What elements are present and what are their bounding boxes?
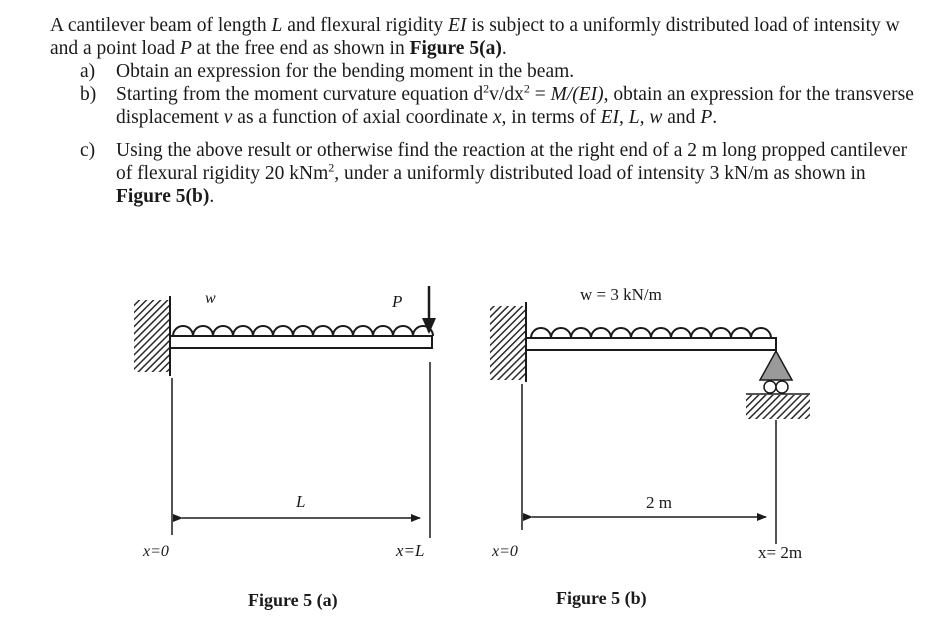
- question-b-text: , in terms of: [501, 107, 601, 128]
- caption-figure-a: Figure 5 (a): [248, 590, 338, 610]
- beam-a: [170, 336, 432, 348]
- distributed-load-a: [173, 326, 433, 336]
- intro-text: .: [501, 38, 507, 59]
- intro-text: A cantilever beam of length: [50, 15, 272, 36]
- roller-right: [776, 381, 788, 393]
- question-b-text: and: [662, 107, 701, 128]
- ground-hatch-b: [746, 395, 810, 419]
- question-c-figure-ref: Figure 5(b): [116, 186, 210, 207]
- question-b-text: v/dx: [489, 84, 524, 105]
- pin-support-b: [760, 351, 792, 380]
- figure-a: [134, 286, 436, 611]
- intro-symbol-p: P: [179, 38, 192, 59]
- question-a-label: a): [80, 61, 96, 82]
- intro-symbol-l: L: [271, 15, 283, 36]
- question-c-text: , under a uniformly distributed load of intensity 3 kN/m as shown in: [334, 163, 866, 184]
- question-b-text: , obtain an expression for the transverse displacement: [116, 84, 914, 128]
- superscript: 2: [328, 160, 335, 175]
- question-b-text: .: [712, 107, 718, 128]
- question-b-text: =: [529, 84, 551, 105]
- figure-b: [490, 285, 810, 609]
- roller-left: [764, 381, 776, 393]
- question-b-math: v: [223, 107, 233, 128]
- question-c-label: c): [80, 140, 96, 161]
- load-label-b: w = 3 kN/m: [580, 285, 662, 304]
- question-b-math: P: [700, 107, 713, 128]
- question-a-text: Obtain an expression for the bending moment in the beam.: [116, 61, 575, 82]
- caption-figure-b: Figure 5 (b): [556, 588, 647, 608]
- superscript: 2: [523, 81, 530, 96]
- question-b-math: EI, L, w: [600, 107, 663, 128]
- intro-text: is subject to a uniformly distributed load of intensity w and a point load: [50, 15, 900, 59]
- superscript: 2: [483, 81, 490, 96]
- intro-symbol-ei: EI: [448, 15, 467, 36]
- x-end-label-b: x= 2m: [758, 543, 803, 562]
- length-label-2m: 2 m: [646, 493, 672, 512]
- load-label-p: P: [392, 292, 403, 311]
- fixed-support-b: [490, 306, 526, 380]
- intro-text: and flexural rigidity: [282, 15, 449, 36]
- question-b-math: M/(EI): [550, 84, 604, 105]
- load-label-w: w: [205, 290, 216, 307]
- question-b-label: b): [80, 84, 97, 105]
- beam-b: [526, 338, 776, 350]
- x-start-label-b: x=0: [492, 543, 518, 560]
- question-b-text: Starting from the moment curvature equation d: [116, 84, 484, 105]
- question-c-text: Using the above result or otherwise find the reaction at the right end of a 2 m long propped cantilever of flexural rigidity 20 kNm: [116, 140, 908, 184]
- distributed-load-b: [531, 328, 771, 338]
- length-label-l: L: [296, 492, 306, 511]
- question-c-text: .: [209, 186, 215, 207]
- intro-figure-ref: Figure 5(a): [409, 38, 502, 59]
- intro-text: at the free end as shown in: [191, 38, 410, 59]
- fixed-support-a: [134, 300, 170, 372]
- question-b-text: as a function of axial coordinate: [232, 107, 493, 128]
- x-end-label-a: x=L: [396, 541, 425, 560]
- question-b-math: x: [492, 107, 502, 128]
- x-start-label-a: x=0: [143, 543, 169, 560]
